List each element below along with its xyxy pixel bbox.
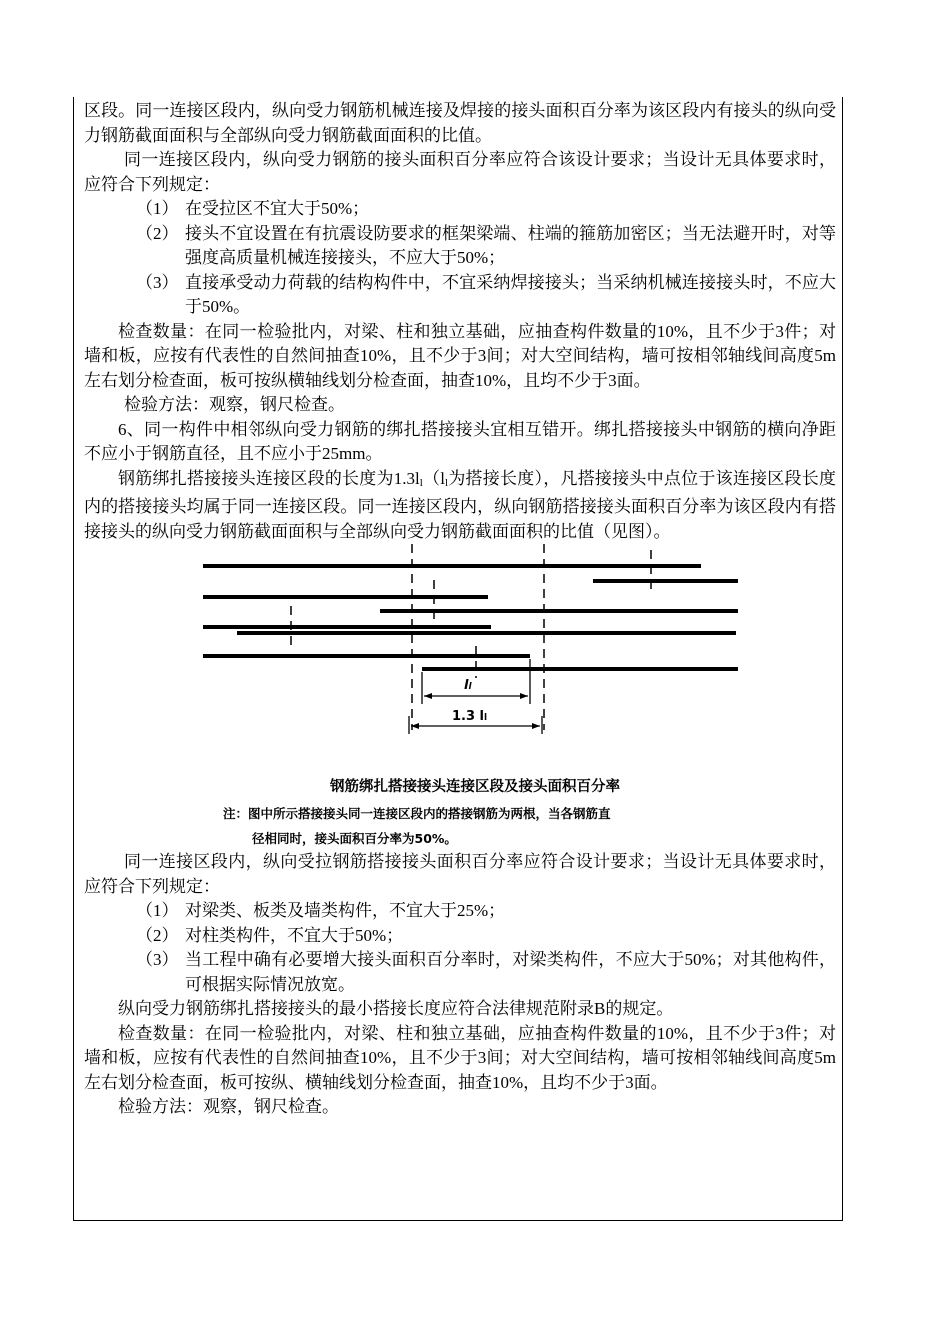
lap-splice-figure bbox=[84, 544, 836, 850]
list-number: （3） bbox=[136, 272, 179, 292]
dimension-label-ll: ll bbox=[464, 678, 472, 693]
paragraph: 区段。同一连接区段内，纵向受力钢筋机械连接及焊接的接头面积百分率为该区段内有接头的纵向受力钢筋截面面积与全部纵向受力钢筋截面面积的比值。 bbox=[84, 101, 836, 145]
list-text: 对梁类、板类及墙类构件，不宜大于25%； bbox=[185, 901, 506, 920]
list-item bbox=[84, 222, 836, 271]
document-body bbox=[84, 99, 836, 1120]
list-item bbox=[84, 197, 836, 222]
figure-note-line: 注：图中所示搭接接头同一连接区段内的搭接钢筋为两根，当各钢筋直 bbox=[223, 806, 611, 821]
paragraph: 6、同一构件中相邻纵向受力钢筋的绑扎搭接接头宜相互错开。绑扎搭接接头中钢筋的横向净距不应小于钢筋直径，且不应小于25mm。 bbox=[84, 419, 836, 463]
paragraph: 检查数量：在同一检验批内，对梁、柱和独立基础，应抽查构件数量的10%，且不少于3件；对墙和板，应按有代表性的自然间抽查10%，且不少于3间；对大空间结构，墙可按相邻轴线间高度5m左右划分检查面，板可按纵、横轴线划分检查面，抽查10%，且均不少于3面。 bbox=[84, 1023, 836, 1092]
paragraph: 检验方法：观察，钢尺检查。 bbox=[124, 395, 345, 414]
paragraph: 检查数量：在同一检验批内，对梁、柱和独立基础，应抽查构件数量的10%，且不少于3件；对墙和板，应按有代表性的自然间抽查10%，且不少于3间；对大空间结构，墙可按相邻轴线间高度5m左右划分检查面，板可按纵横轴线划分检查面，抽查10%，且均不少于3面。 bbox=[84, 321, 836, 390]
figure-caption: 钢筋绑扎搭接接头连接区段及接头面积百分率 bbox=[330, 779, 620, 795]
dimension-label-13ll: 1.3 ll bbox=[452, 709, 488, 724]
list-number: （2） bbox=[136, 925, 179, 945]
arrow-head bbox=[532, 723, 540, 729]
list-number: （1） bbox=[136, 199, 179, 218]
list-text: 在受拉区不宜大于50%； bbox=[185, 199, 370, 218]
list-text: 直接承受动力荷载的结构构件中，不宜采纳焊接接头；当采纳机械连接接头时，不应大于50%。 bbox=[185, 272, 836, 316]
arrow-head bbox=[424, 693, 432, 699]
paragraph: 钢筋绑扎搭接接头连接区段的长度为1.3ll（ll为搭接长度），凡搭接接头中点位于该连接区段长度内的搭接接头均属于同一连接区段。同一连接区段内，纵向钢筋搭接接头面积百分率为该区段内有搭接接头的纵向受力钢筋截面面积与全部纵向受力钢筋截面面积的比值（见图）。 bbox=[84, 468, 836, 541]
list-item bbox=[84, 271, 836, 320]
list-text: 当工程中确有必要增大接头面积百分率时，对梁类构件，不应大于50%；对其他构件，可根据实际情况放宽。 bbox=[185, 950, 836, 994]
arrow-head bbox=[520, 693, 528, 699]
list-item bbox=[84, 948, 836, 997]
paragraph: 检验方法：观察，钢尺检查。 bbox=[118, 1097, 339, 1116]
list-number: （3） bbox=[136, 950, 179, 969]
list-number: （2） bbox=[136, 223, 179, 243]
paragraph: 同一连接区段内，纵向受力钢筋的接头面积百分率应符合该设计要求；当设计无具体要求时，应符合下列规定： bbox=[84, 150, 836, 194]
figure-note-line: 径相同时，接头面积百分率为50%。 bbox=[252, 831, 457, 846]
list-text: 对柱类构件，不宜大于50%； bbox=[185, 925, 404, 945]
paragraph: 同一连接区段内，纵向受拉钢筋搭接接头面积百分率应符合设计要求；当设计无具体要求时，应符合下列规定： bbox=[84, 852, 836, 896]
list-text: 接头不宜设置在有抗震设防要求的框架梁端、柱端的箍筋加密区；当无法避开时，对等强度高质量机械连接接头，不应大于50%； bbox=[185, 223, 836, 267]
list-item bbox=[84, 899, 836, 924]
list-item bbox=[84, 924, 836, 949]
list-number: （1） bbox=[136, 901, 179, 920]
paragraph: 纵向受力钢筋绑扎搭接接头的最小搭接长度应符合法律规范附录B的规定。 bbox=[118, 999, 674, 1018]
